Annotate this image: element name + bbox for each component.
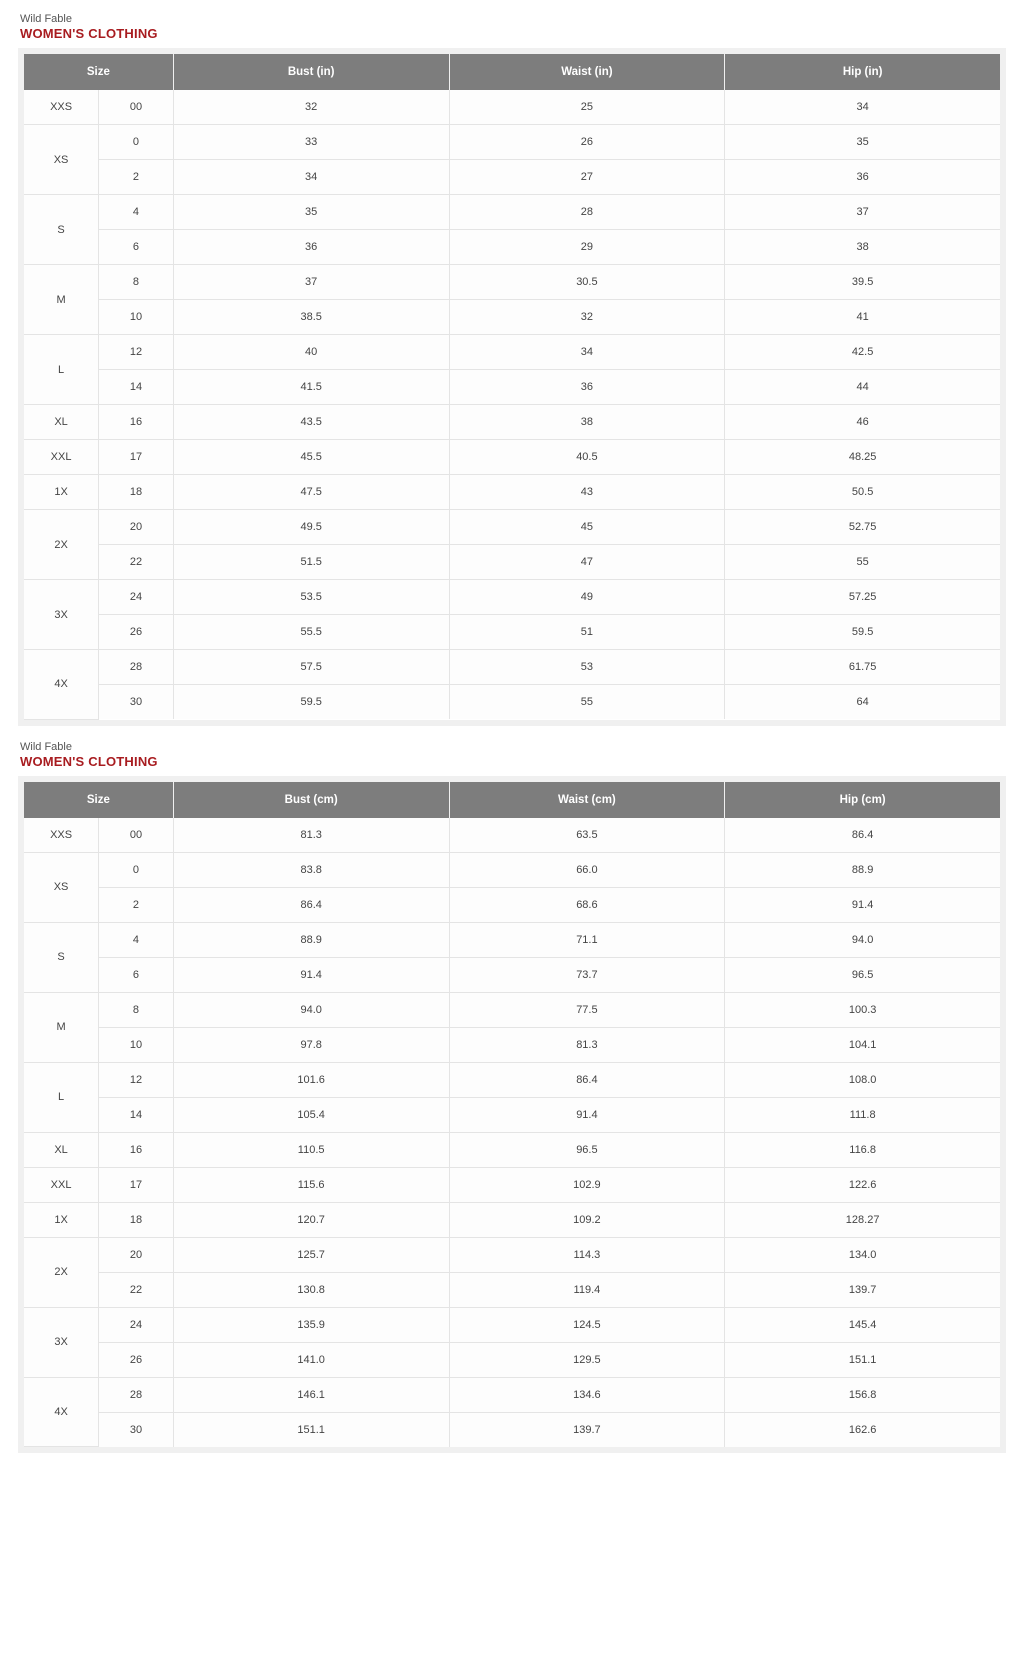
size-number-cell: 20 [99,1237,174,1272]
bust-cell: 125.7 [173,1237,449,1272]
size-letter-cell: XXL [24,1167,99,1202]
waist-cell: 68.6 [449,887,725,922]
column-header: Hip (in) [725,54,1000,90]
waist-cell: 124.5 [449,1307,725,1342]
waist-cell: 29 [449,230,725,265]
size-number-cell: 14 [99,370,174,405]
size-number-cell: 4 [99,195,174,230]
size-number-cell: 22 [99,1272,174,1307]
size-table-panel [18,776,1006,1454]
table-header-row [24,782,1000,818]
size-number-cell: 6 [99,957,174,992]
hip-cell: 145.4 [725,1307,1000,1342]
size-letter-cell: 3X [24,1307,99,1377]
bust-cell: 49.5 [173,510,449,545]
size-letter-cell: 2X [24,1237,99,1307]
size-letter-cell: M [24,992,99,1062]
table-row [24,1237,1000,1272]
bust-cell: 130.8 [173,1272,449,1307]
table-row [24,650,1000,685]
size-number-cell: 17 [99,440,174,475]
size-letter-cell: M [24,265,99,335]
size-table [24,782,1000,1448]
brand-block [18,736,1006,776]
bust-cell: 97.8 [173,1027,449,1062]
waist-cell: 109.2 [449,1202,725,1237]
waist-cell: 86.4 [449,1062,725,1097]
bust-cell: 115.6 [173,1167,449,1202]
hip-cell: 55 [725,545,1000,580]
size-letter-cell: XXL [24,440,99,475]
bust-cell: 33 [173,125,449,160]
size-chart-section [18,736,1006,1454]
size-letter-cell: XL [24,405,99,440]
hip-cell: 42.5 [725,335,1000,370]
bust-cell: 57.5 [173,650,449,685]
waist-cell: 96.5 [449,1132,725,1167]
brand-category: WOMEN'S CLOTHING [20,753,158,769]
size-table-panel [18,48,1006,726]
bust-cell: 53.5 [173,580,449,615]
hip-cell: 64 [725,685,1000,720]
size-letter-cell: 4X [24,1377,99,1447]
table-row [24,125,1000,160]
table-row [24,510,1000,545]
bust-cell: 83.8 [173,852,449,887]
size-number-cell: 10 [99,300,174,335]
hip-cell: 96.5 [725,957,1000,992]
size-number-cell: 28 [99,1377,174,1412]
size-letter-cell: 2X [24,510,99,580]
waist-cell: 30.5 [449,265,725,300]
size-number-cell: 26 [99,615,174,650]
waist-cell: 55 [449,685,725,720]
waist-cell: 119.4 [449,1272,725,1307]
bust-cell: 146.1 [173,1377,449,1412]
hip-cell: 50.5 [725,475,1000,510]
hip-cell: 91.4 [725,887,1000,922]
hip-cell: 134.0 [725,1237,1000,1272]
hip-cell: 100.3 [725,992,1000,1027]
table-header-row [24,54,1000,90]
bust-cell: 120.7 [173,1202,449,1237]
waist-cell: 51 [449,615,725,650]
hip-cell: 139.7 [725,1272,1000,1307]
bust-cell: 151.1 [173,1412,449,1447]
hip-cell: 88.9 [725,852,1000,887]
bust-cell: 32 [173,90,449,125]
size-chart-section [18,8,1006,726]
hip-cell: 128.27 [725,1202,1000,1237]
bust-cell: 110.5 [173,1132,449,1167]
waist-cell: 38 [449,405,725,440]
bust-cell: 55.5 [173,615,449,650]
column-header: Waist (cm) [449,782,725,818]
size-chart-sections [18,8,1006,1453]
size-number-cell: 28 [99,650,174,685]
waist-cell: 71.1 [449,922,725,957]
hip-cell: 111.8 [725,1097,1000,1132]
hip-cell: 57.25 [725,580,1000,615]
table-row [24,685,1000,720]
size-number-cell: 6 [99,230,174,265]
bust-cell: 45.5 [173,440,449,475]
table-row [24,957,1000,992]
table-row [24,922,1000,957]
waist-cell: 40.5 [449,440,725,475]
table-row [24,887,1000,922]
table-row [24,90,1000,125]
size-number-cell: 2 [99,160,174,195]
hip-cell: 48.25 [725,440,1000,475]
size-letter-cell: XXS [24,818,99,853]
hip-cell: 104.1 [725,1027,1000,1062]
bust-cell: 81.3 [173,818,449,853]
waist-cell: 36 [449,370,725,405]
hip-cell: 108.0 [725,1062,1000,1097]
table-row [24,545,1000,580]
brand-name: Wild Fable [20,13,72,25]
hip-cell: 156.8 [725,1377,1000,1412]
size-number-cell: 12 [99,335,174,370]
size-letter-cell: 1X [24,1202,99,1237]
table-row [24,1132,1000,1167]
size-number-cell: 14 [99,1097,174,1132]
hip-cell: 52.75 [725,510,1000,545]
table-row [24,1027,1000,1062]
waist-cell: 26 [449,125,725,160]
table-row [24,1377,1000,1412]
column-header: Hip (cm) [725,782,1000,818]
table-row [24,1272,1000,1307]
waist-cell: 102.9 [449,1167,725,1202]
size-letter-cell: S [24,195,99,265]
waist-cell: 43 [449,475,725,510]
size-letter-cell: XS [24,852,99,922]
column-header: Size [24,54,173,90]
waist-cell: 134.6 [449,1377,725,1412]
size-letter-cell: L [24,335,99,405]
table-row [24,300,1000,335]
column-header: Waist (in) [449,54,725,90]
brand-block [18,8,1006,48]
table-row [24,1167,1000,1202]
hip-cell: 44 [725,370,1000,405]
waist-cell: 63.5 [449,818,725,853]
size-number-cell: 30 [99,685,174,720]
waist-cell: 77.5 [449,992,725,1027]
size-table [24,54,1000,720]
waist-cell: 91.4 [449,1097,725,1132]
size-number-cell: 16 [99,405,174,440]
table-row [24,1097,1000,1132]
waist-cell: 53 [449,650,725,685]
size-letter-cell: 4X [24,650,99,720]
size-number-cell: 24 [99,1307,174,1342]
column-header: Size [24,782,173,818]
brand-name: Wild Fable [20,740,72,753]
table-row [24,335,1000,370]
bust-cell: 47.5 [173,475,449,510]
size-number-cell: 2 [99,887,174,922]
hip-cell: 162.6 [725,1412,1000,1447]
waist-cell: 66.0 [449,852,725,887]
table-row [24,1412,1000,1447]
table-row [24,1307,1000,1342]
waist-cell: 49 [449,580,725,615]
hip-cell: 34 [725,90,1000,125]
hip-cell: 39.5 [725,265,1000,300]
size-number-cell: 26 [99,1342,174,1377]
bust-cell: 94.0 [173,992,449,1027]
table-row [24,195,1000,230]
hip-cell: 35 [725,125,1000,160]
bust-cell: 105.4 [173,1097,449,1132]
bust-cell: 51.5 [173,545,449,580]
table-row [24,160,1000,195]
column-header: Bust (cm) [173,782,449,818]
table-row [24,405,1000,440]
table-row [24,370,1000,405]
table-row [24,440,1000,475]
hip-cell: 36 [725,160,1000,195]
bust-cell: 141.0 [173,1342,449,1377]
waist-cell: 81.3 [449,1027,725,1062]
size-number-cell: 00 [99,90,174,125]
hip-cell: 122.6 [725,1167,1000,1202]
size-number-cell: 30 [99,1412,174,1447]
size-number-cell: 22 [99,545,174,580]
hip-cell: 46 [725,405,1000,440]
waist-cell: 25 [449,90,725,125]
column-header: Bust (in) [173,54,449,90]
table-row [24,615,1000,650]
bust-cell: 37 [173,265,449,300]
waist-cell: 45 [449,510,725,545]
bust-cell: 38.5 [173,300,449,335]
bust-cell: 35 [173,195,449,230]
brand-category: WOMEN'S CLOTHING [20,26,158,41]
waist-cell: 47 [449,545,725,580]
table-row [24,1202,1000,1237]
table-row [24,475,1000,510]
bust-cell: 101.6 [173,1062,449,1097]
size-number-cell: 18 [99,1202,174,1237]
size-number-cell: 17 [99,1167,174,1202]
waist-cell: 139.7 [449,1412,725,1447]
bust-cell: 43.5 [173,405,449,440]
bust-cell: 91.4 [173,957,449,992]
size-number-cell: 00 [99,818,174,853]
size-letter-cell: XS [24,125,99,195]
size-number-cell: 12 [99,1062,174,1097]
bust-cell: 86.4 [173,887,449,922]
table-row [24,265,1000,300]
size-number-cell: 0 [99,852,174,887]
table-row [24,1062,1000,1097]
hip-cell: 37 [725,195,1000,230]
table-row [24,852,1000,887]
size-letter-cell: 3X [24,580,99,650]
hip-cell: 59.5 [725,615,1000,650]
waist-cell: 114.3 [449,1237,725,1272]
bust-cell: 34 [173,160,449,195]
waist-cell: 28 [449,195,725,230]
hip-cell: 38 [725,230,1000,265]
hip-cell: 151.1 [725,1342,1000,1377]
table-row [24,818,1000,853]
table-row [24,992,1000,1027]
size-number-cell: 8 [99,992,174,1027]
waist-cell: 73.7 [449,957,725,992]
waist-cell: 34 [449,335,725,370]
bust-cell: 88.9 [173,922,449,957]
size-number-cell: 16 [99,1132,174,1167]
bust-cell: 40 [173,335,449,370]
hip-cell: 86.4 [725,818,1000,853]
hip-cell: 116.8 [725,1132,1000,1167]
size-number-cell: 4 [99,922,174,957]
waist-cell: 27 [449,160,725,195]
table-row [24,230,1000,265]
size-letter-cell: XXS [24,90,99,125]
hip-cell: 61.75 [725,650,1000,685]
size-letter-cell: XL [24,1132,99,1167]
size-number-cell: 0 [99,125,174,160]
size-number-cell: 24 [99,580,174,615]
table-row [24,580,1000,615]
size-letter-cell: L [24,1062,99,1132]
size-number-cell: 20 [99,510,174,545]
bust-cell: 135.9 [173,1307,449,1342]
size-letter-cell: 1X [24,475,99,510]
size-number-cell: 10 [99,1027,174,1062]
table-row [24,1342,1000,1377]
bust-cell: 59.5 [173,685,449,720]
hip-cell: 41 [725,300,1000,335]
waist-cell: 32 [449,300,725,335]
bust-cell: 41.5 [173,370,449,405]
size-number-cell: 18 [99,475,174,510]
bust-cell: 36 [173,230,449,265]
size-letter-cell: S [24,922,99,992]
waist-cell: 129.5 [449,1342,725,1377]
hip-cell: 94.0 [725,922,1000,957]
size-number-cell: 8 [99,265,174,300]
